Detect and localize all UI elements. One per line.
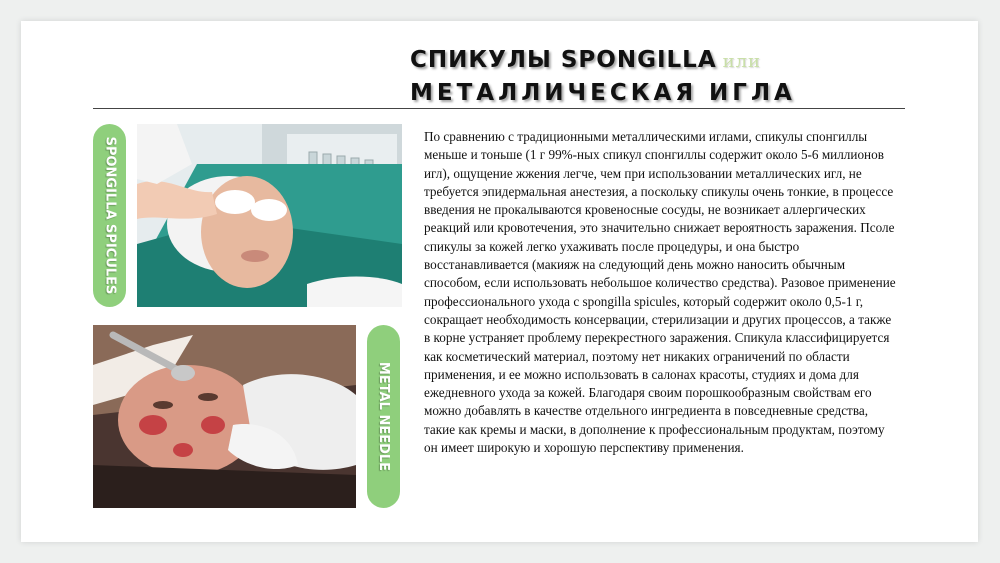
title-line-1 [410, 45, 890, 77]
spongilla-treatment-illustration [137, 124, 402, 307]
title-divider [93, 108, 905, 109]
metal-needle-treatment-photo [93, 325, 356, 508]
title-connector: или [722, 51, 762, 72]
spongilla-spicules-label [93, 124, 126, 307]
body-paragraph: По сравнению с традиционными металлическими иглами, спикулы спонгиллы меньше и тоньше (1 г 99%-ных спикул спонгиллы содержит около 5-6 миллионов игл), ощущение жжения легче, чем при использовании металлических игл, не требуется эпидермальная анестезия, а поскольку спикулы очень тонкие, в процессе введения не прокалываются кровеносные сосуды, не возникает аллергических реакций или кровотечения, это значительно снижает вероятность заражения. Псоле спикулы за кожей легко ухаживать после процедуры, и она быстро восстанавливается (макияж на следующий день можно наносить обычным способом, если использовать небольшое количество средства). Разовое применение профессионального ухода с spongilla spicules, который содержит около 0,5-1 г, сокращает необходимость консервации, стерилизации и других процессов, а также в корне устраняет проблему перекрестного заражения. Спикула классифицируется как косметический материал, поэтому нет никаких ограничений по области применения, и ее можно использовать в салонах красоты, студиях и дома для ежедневного ухода за кожей. Благодаря своим порошкообразным свойствам его можно добавлять в качестве отдельного ингредиента в повседневные средства, такие как кремы и маски, в дополнение к профессиональным продуктам, поэтому он имеет широкую и хорошую перспективу применения. [424, 129, 896, 456]
metal-needle-label-text: METAL NEEDLE [376, 361, 391, 472]
title-line-2: МЕТАЛЛИЧЕСКАЯ ИГЛА [410, 80, 796, 106]
spongilla-treatment-photo [137, 124, 402, 307]
title-main: СПИКУЛЫ SPONGILLA [410, 47, 717, 73]
slide-title [410, 45, 890, 109]
spongilla-spicules-label-text: SPONGILLA SPICULES [102, 136, 117, 295]
metal-needle-label [367, 325, 400, 508]
metal-needle-illustration [93, 325, 356, 508]
